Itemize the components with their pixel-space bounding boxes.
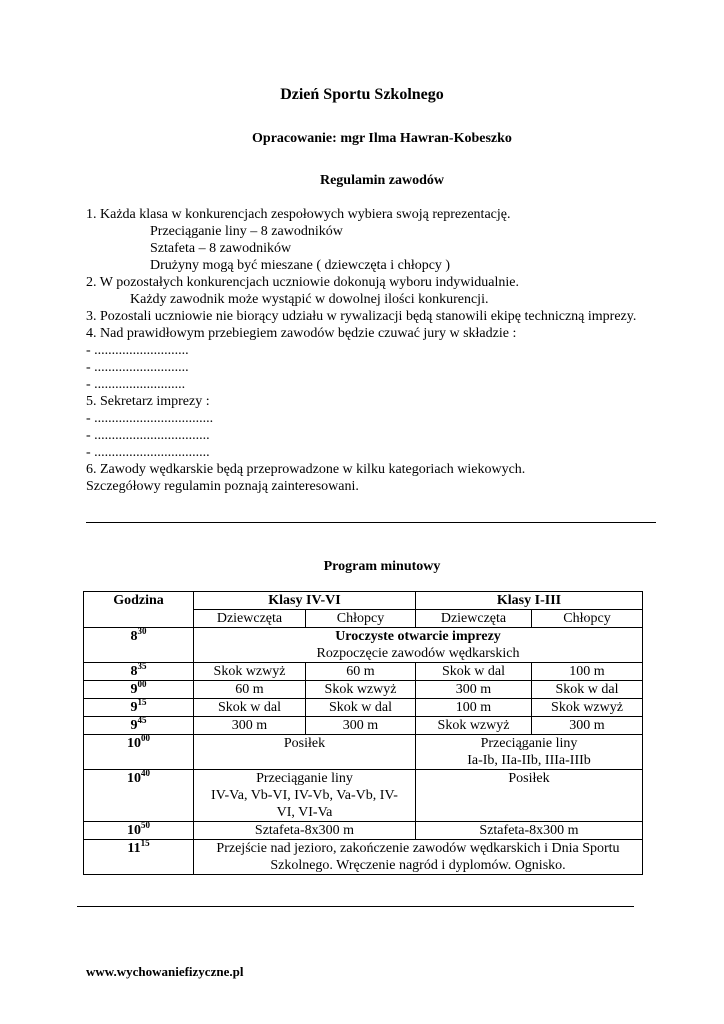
footer-url: www.wychowaniefizyczne.pl [86,964,244,979]
rule-4: 4. Nad prawidłowym przebiegiem zawodów będzie czuwać jury w składzie : [86,326,517,341]
table-row [84,663,643,681]
document-author: Opracowanie: mgr Ilma Hawran-Kobeszko [252,131,512,146]
event-cell: Przeciąganie liny IV-Va, Vb-VI, IV-Vb, Va-Vb, IV- VI, VI-Va [194,770,416,822]
table-row [84,770,643,822]
event-cell: Uroczyste otwarcie imprezy Rozpoczęcie zawodów wędkarskich [194,628,643,663]
event-cell: 300 m [532,717,643,735]
time-cell: $10^{50}$ [84,822,194,840]
event-cell: Skok wzwyż [194,663,306,681]
jury-blank: - ........................... [86,360,189,375]
event-cell: Skok wzwyż [306,681,416,699]
table-row [84,822,643,840]
table-row [84,681,643,699]
event-cell: 100 m [532,663,643,681]
table-row [84,840,643,875]
table-row [84,628,643,663]
table-row [84,717,643,735]
event-cell: 100 m [416,699,532,717]
table-row [84,699,643,717]
secretary-blank: - ................................. [86,428,210,443]
time-cell: $9^{15}$ [84,699,194,717]
time-cell: $9^{45}$ [84,717,194,735]
rule-1-item: Drużyny mogą być mieszane ( dziewczęta i chłopcy ) [150,258,451,273]
rule-6: 6. Zawody wędkarskie będą przeprowadzone w kilku kategoriach wiekowych. [86,462,526,477]
regulations-title: Regulamin zawodów [319,173,445,188]
time-cell: $10^{00}$ [84,735,194,770]
event-cell: Posiłek [194,735,416,770]
event-cell: Skok wzwyż [416,717,532,735]
header-girls: Dziewczęta [194,610,306,628]
time-cell: $10^{40}$ [84,770,194,822]
event-cell: 300 m [306,717,416,735]
event-cell: Przeciąganie liny Ia-Ib, IIa-IIb, IIIa-IIIb [416,735,643,770]
event-cell: 60 m [194,681,306,699]
header-hour: Godzina [84,592,194,628]
event-cell: Skok w dal [194,699,306,717]
rule-5: 5. Sekretarz imprezy : [86,394,210,409]
event-cell: Posiłek [416,770,643,822]
header-boys: Chłopcy [306,610,416,628]
header-boys: Chłopcy [532,610,643,628]
secretary-blank: - ................................. [86,445,210,460]
time-cell: $9^{00}$ [84,681,194,699]
event-cell: Przejście nad jezioro, zakończenie zawodów wędkarskich i Dnia Sportu Szkolnego. Wręczenie nagród i dyplomów. Ognisko. [194,840,643,875]
section-divider [86,522,656,523]
program-table [83,591,643,875]
rule-1-item: Przeciąganie liny – 8 zawodników [150,224,343,239]
time-cell: $8^{30}$ [84,628,194,663]
event-cell: 60 m [306,663,416,681]
rule-1-item: Sztafeta – 8 zawodników [150,241,292,256]
event-cell: Skok w dal [306,699,416,717]
header-group-b: Klasy I-III [416,592,643,610]
header-group-a: Klasy IV-VI [194,592,416,610]
event-cell: Skok w dal [416,663,532,681]
header-girls: Dziewczęta [416,610,532,628]
rule-3: 3. Pozostali uczniowie nie biorący udziału w rywalizacji będą stanowili ekipę techniczną imprezy. [86,309,637,324]
rule-6-note: Szczegółowy regulamin poznają zainteresowani. [86,479,359,494]
program-title: Program minutowy [323,559,441,574]
time-cell: $8^{35}$ [84,663,194,681]
table-header-row [84,592,643,610]
rule-2: 2. W pozostałych konkurencjach uczniowie dokonują wyboru indywidualnie. [86,275,519,290]
table-row [84,735,643,770]
jury-blank: - .......................... [86,377,186,392]
event-cell: 300 m [194,717,306,735]
footer-divider [77,906,634,907]
rule-1: 1. Każda klasa w konkurencjach zespołowych wybiera swoją reprezentację. [86,207,511,222]
jury-blank: - ........................... [86,343,189,358]
event-cell: Skok wzwyż [532,699,643,717]
secretary-blank: - .................................. [86,411,214,426]
event-cell: 300 m [416,681,532,699]
document-title: Dzień Sportu Szkolnego [280,86,444,103]
event-cell: Sztafeta-8x300 m [416,822,643,840]
rule-2-item: Każdy zawodnik może wystąpić w dowolnej ilości konkurencji. [130,292,489,307]
time-cell: $11^{15}$ [84,840,194,875]
event-cell: Skok w dal [532,681,643,699]
event-cell: Sztafeta-8x300 m [194,822,416,840]
